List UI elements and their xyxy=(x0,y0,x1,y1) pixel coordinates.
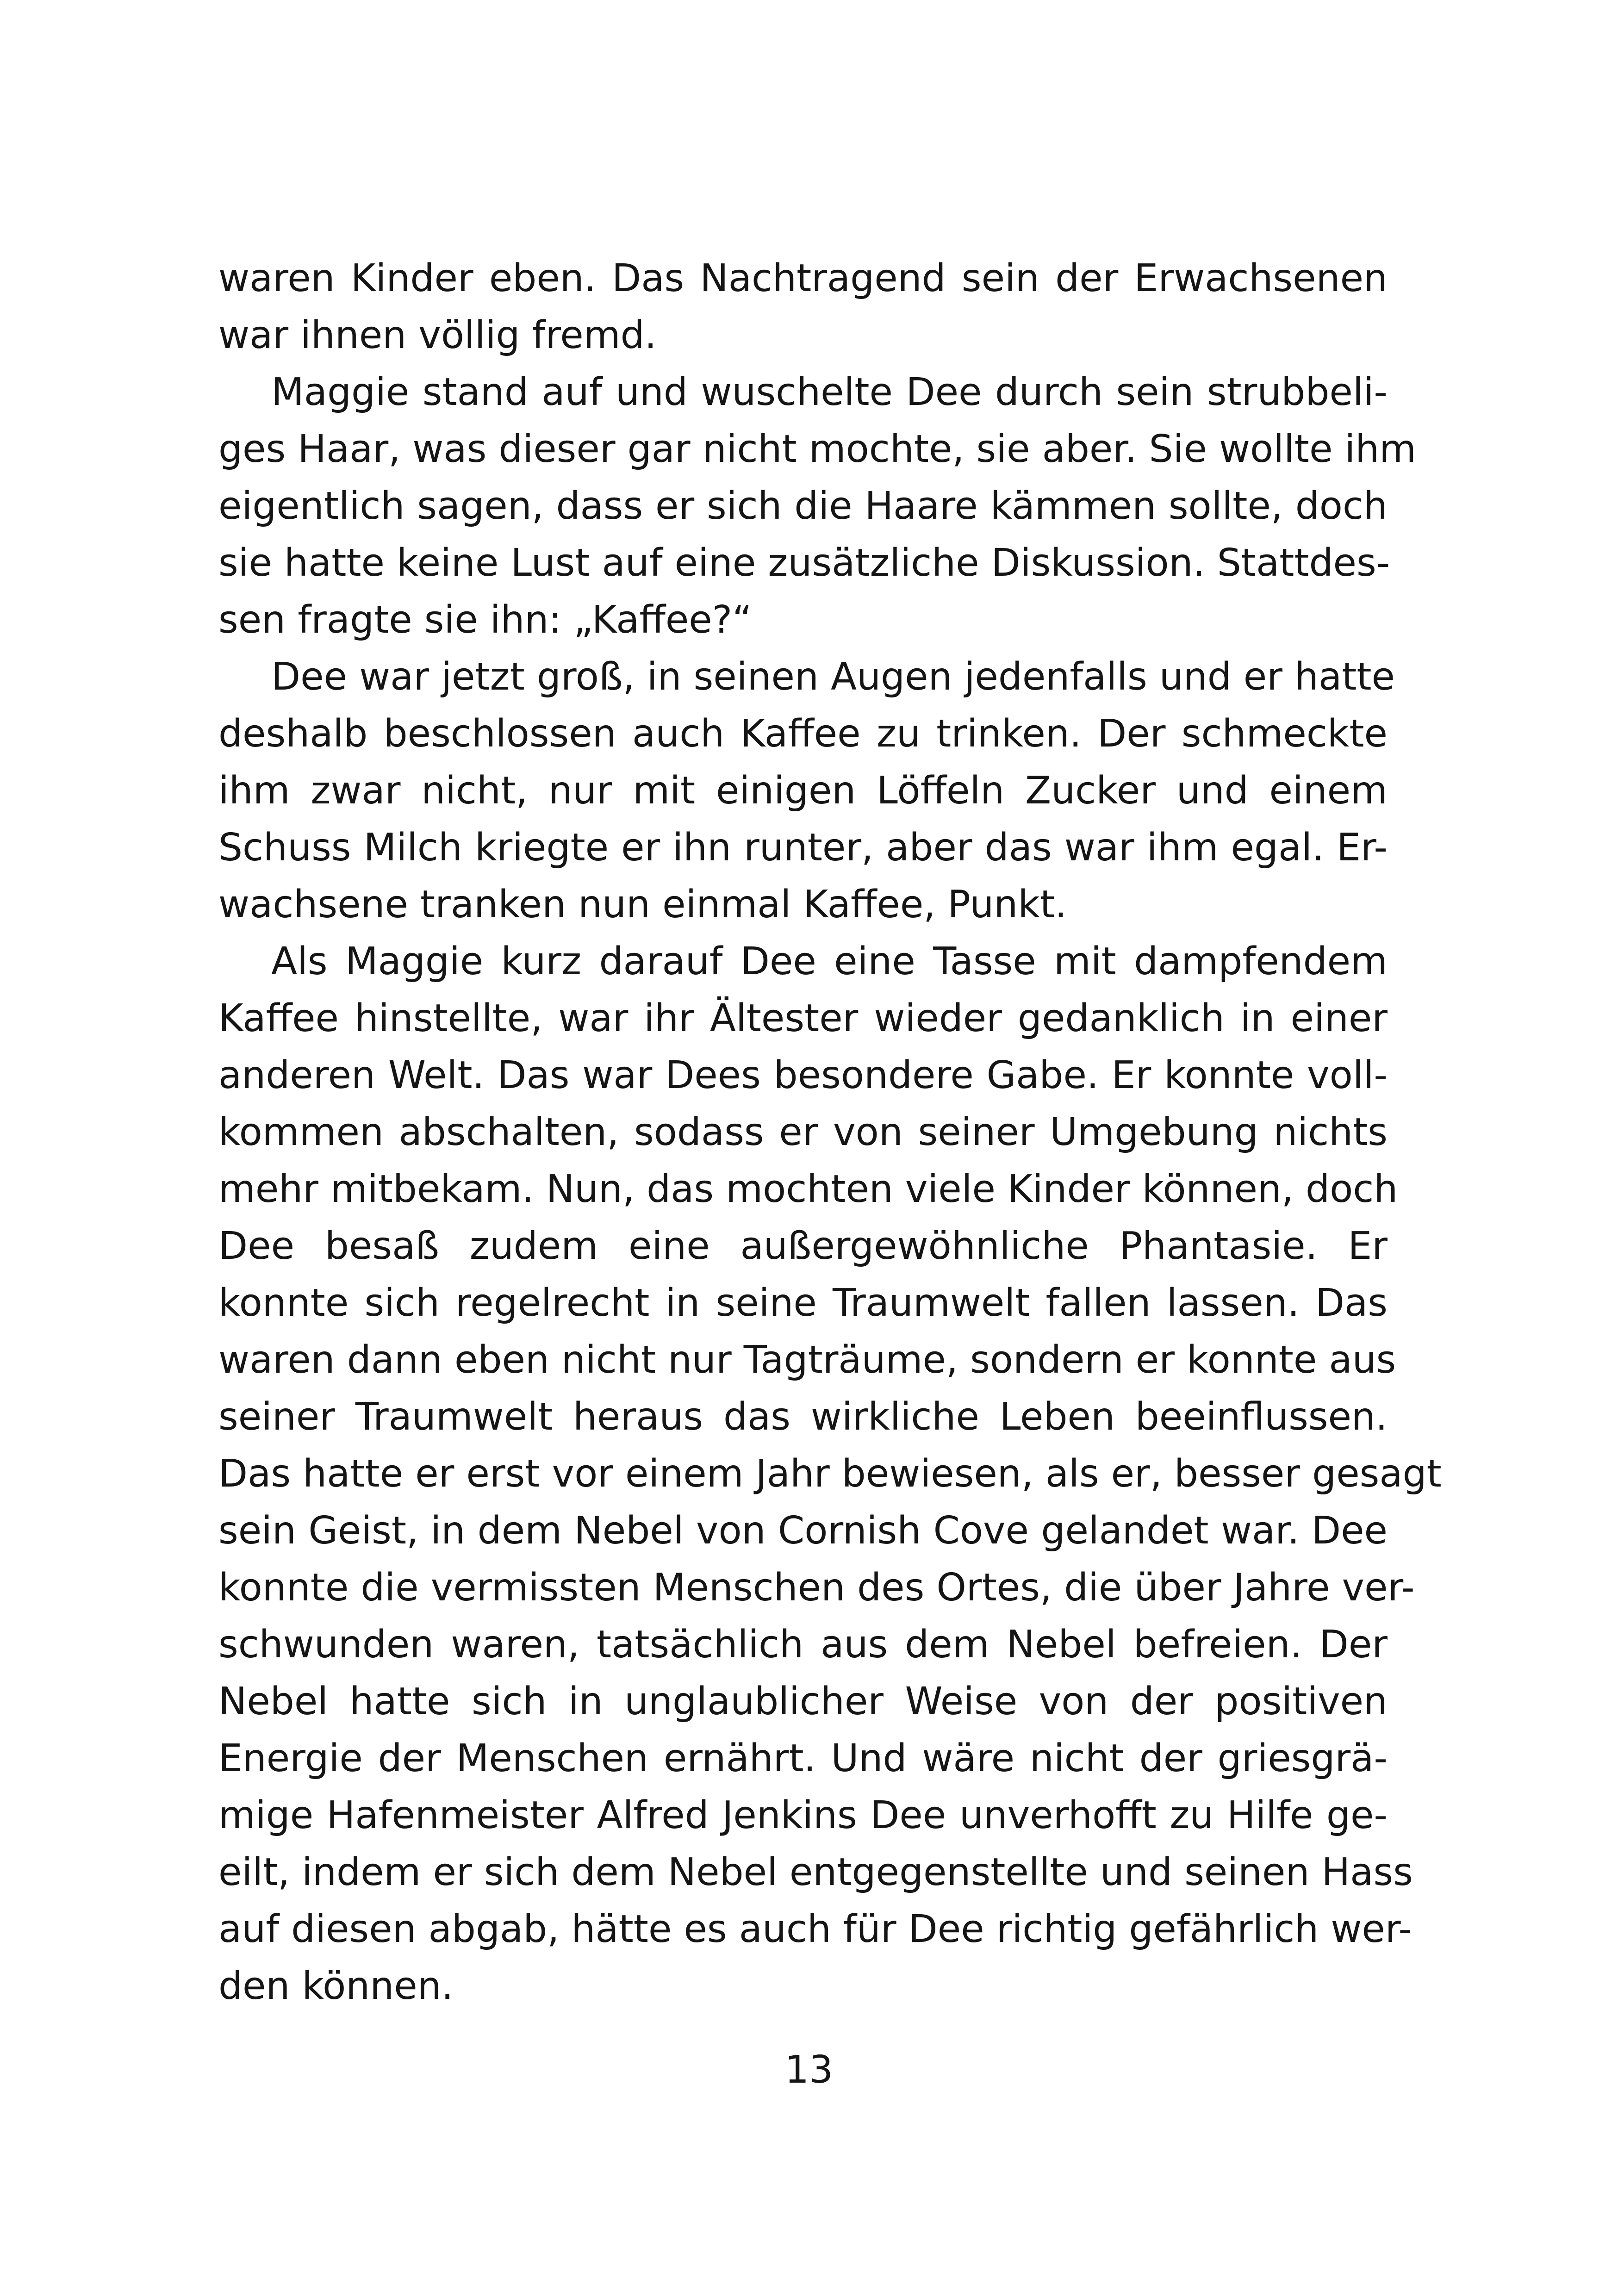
text-line: ihm zwar nicht, nur mit einigen Löffeln Zucker und einem xyxy=(218,769,1388,813)
text-line: auf diesen abgab, hätte es auch für Dee richtig gefährlich wer- xyxy=(218,1907,1412,1951)
text-line: waren Kinder eben. Das Nachtragend sein der Erwachsenen xyxy=(218,256,1388,300)
text-line: Das hatte er erst vor einem Jahr bewiesen, als er, besser gesagt xyxy=(218,1452,1442,1496)
text-line: konnte sich regelrecht in seine Traumwelt fallen lassen. Das xyxy=(218,1281,1388,1325)
text-line: Nebel hatte sich in unglaublicher Weise von der positiven xyxy=(218,1680,1388,1724)
text-line: Dee war jetzt groß, in seinen Augen jedenfalls und er hatte xyxy=(271,655,1395,699)
body-text xyxy=(218,250,1442,2015)
text-line: sen fragte sie ihn: „Kaffee?“ xyxy=(218,598,752,642)
text-line: mige Hafenmeister Alfred Jenkins Dee unverhofft zu Hilfe ge- xyxy=(218,1793,1388,1837)
text-line: schwunden waren, tatsächlich aus dem Nebel befreien. Der xyxy=(218,1623,1388,1667)
text-line: mehr mitbekam. Nun, das mochten viele Kinder können, doch xyxy=(218,1167,1398,1211)
text-line: wachsene tranken nun einmal Kaffee, Punkt. xyxy=(218,883,1067,927)
text-line: den können. xyxy=(218,1964,454,2008)
text-line: anderen Welt. Das war Dees besondere Gabe. Er konnte voll- xyxy=(218,1053,1388,1097)
text-line: ges Haar, was dieser gar nicht mochte, sie aber. Sie wollte ihm xyxy=(218,427,1417,471)
text-line: eilt, indem er sich dem Nebel entgegenstellte und seinen Hass xyxy=(218,1850,1413,1894)
text-line: Als Maggie kurz darauf Dee eine Tasse mit dampfendem xyxy=(271,940,1388,983)
text-line: war ihnen völlig fremd. xyxy=(218,313,657,357)
page-number: 13 xyxy=(784,2048,834,2092)
text-line: Energie der Menschen ernährt. Und wäre nicht der griesgrä- xyxy=(218,1736,1388,1780)
text-line: Kaffee hinstellte, war ihr Ältester wieder gedanklich in einer xyxy=(218,996,1388,1040)
text-line: konnte die vermissten Menschen des Ortes, die über Jahre ver- xyxy=(218,1566,1415,1610)
text-line: Dee besaß zudem eine außergewöhnliche Phantasie. Er xyxy=(218,1224,1388,1268)
text-line: sie hatte keine Lust auf eine zusätzliche Diskussion. Stattdes- xyxy=(218,541,1390,585)
text-line: Schuss Milch kriegte er ihn runter, aber das war ihm egal. Er- xyxy=(218,826,1388,870)
text-line: eigentlich sagen, dass er sich die Haare kämmen sollte, doch xyxy=(218,484,1388,528)
text-line: kommen abschalten, sodass er von seiner Umgebung nichts xyxy=(218,1110,1388,1154)
text-line: seiner Traumwelt heraus das wirkliche Leben beeinflussen. xyxy=(218,1395,1388,1439)
text-line: sein Geist, in dem Nebel von Cornish Cove gelandet war. Dee xyxy=(218,1509,1388,1553)
text-line: waren dann eben nicht nur Tagträume, sondern er konnte aus xyxy=(218,1338,1396,1382)
text-line: deshalb beschlossen auch Kaffee zu trinken. Der schmeckte xyxy=(218,712,1388,756)
text-line: Maggie stand auf und wuschelte Dee durch sein strubbeli- xyxy=(271,370,1388,414)
